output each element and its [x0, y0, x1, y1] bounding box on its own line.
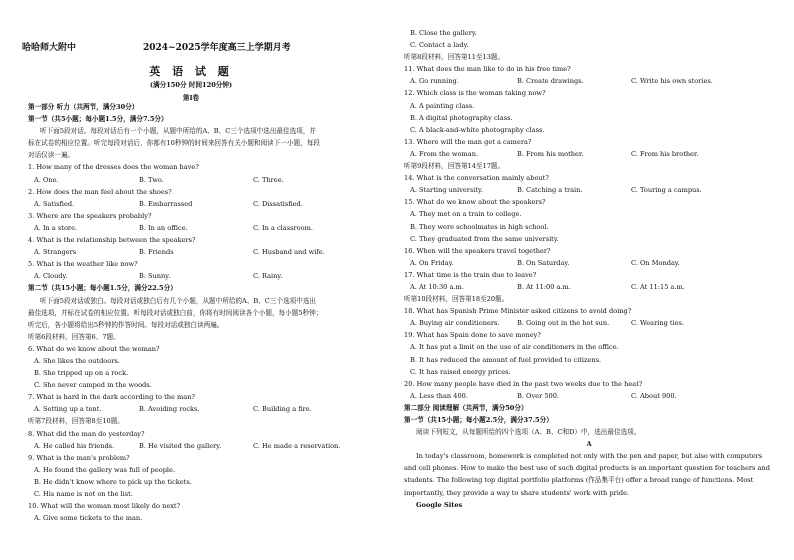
- option-c: C. They graduated from the same university.: [410, 234, 559, 243]
- option-b: B. Catching a train.: [517, 186, 583, 195]
- option-a: A. Buying air conditioners.: [410, 319, 500, 328]
- option-a: A. They met on a train to college.: [410, 210, 522, 219]
- option-c: C. On Monday.: [631, 258, 680, 267]
- question-2: 2. How does the man feel about the shoes?: [28, 187, 172, 196]
- options-row: [404, 390, 774, 402]
- question-10: 10. What will the woman most likely do next?: [28, 502, 181, 511]
- options-row: [404, 317, 774, 329]
- material-10-label: 听第10段材料，回答第18至20题。: [404, 295, 509, 304]
- section1-title: 第一节（共5小题；每小题1.5分，满分7.5分）: [28, 115, 168, 124]
- option-c: C. She never camped in the woods.: [34, 381, 152, 390]
- option-c: C. It has raised energy prices.: [410, 367, 511, 376]
- options-row: [28, 440, 386, 452]
- option-a: A. Give some tickets to the man.: [34, 514, 143, 523]
- section2-title: 第二节（共15小题；每小题1.5分，满分22.5分）: [28, 284, 177, 293]
- option-c: C. Three.: [253, 175, 284, 184]
- option-b: B. Friends: [139, 248, 174, 257]
- options-row: [28, 222, 386, 234]
- option-a: A. Less than 400.: [410, 391, 468, 400]
- option-c: C. From his brother.: [631, 149, 699, 158]
- section1-instruction: 对话仅读一遍。: [28, 151, 75, 160]
- option-a: A. She likes the outdoors.: [34, 356, 120, 365]
- question-19: 19. What has Spain done to save money?: [404, 331, 541, 340]
- score-info: (满分150分 时间120分钟): [149, 81, 233, 89]
- option-c: C. Contact a lady.: [410, 41, 469, 50]
- section2-instruction: 听下面5段对话或独白。每段对话或独白后有几个小题，从题中所给的A、B、C三个选项中选出: [40, 296, 317, 305]
- question-4: 4. What is the relationship between the speakers?: [28, 236, 196, 245]
- option-a: A. Starting university.: [410, 186, 483, 195]
- option-a: A. Cloudy.: [34, 272, 68, 281]
- school-name: 哈哈师大附中: [22, 43, 77, 53]
- options-row: [404, 257, 774, 269]
- passage-text: importantly, they provide a way to share students' work with pride.: [404, 488, 630, 497]
- option-c: C. Touring a campus.: [631, 186, 702, 195]
- option-c: C. Write his own stories.: [631, 77, 713, 86]
- option-c: C. His name is not on the list.: [34, 490, 133, 498]
- option-b: B. Over 500.: [517, 391, 559, 400]
- option-b: B. Sunny.: [139, 272, 171, 281]
- option-b: B. Going out in the hot sun.: [517, 319, 610, 328]
- option-c: C. About 900.: [631, 391, 677, 400]
- option-a: A. At 10:30 a.m.: [410, 282, 464, 291]
- option-b: B. Avoiding rocks.: [139, 405, 200, 414]
- section1-instruction: 听下面5段对话。每段对话后有一个小题，从题中所给的A、B、C三个选项中选出最佳选项，并: [40, 127, 317, 136]
- option-b: B. Create drawings.: [517, 77, 584, 86]
- option-c: C. In a classroom.: [253, 223, 313, 232]
- option-b: B. She tripped up on a rock.: [34, 369, 129, 378]
- question-3: 3. Where are the speakers probably?: [28, 211, 152, 220]
- right-column: [404, 27, 774, 511]
- question-1: 1. How many of the dresses does the woman have?: [28, 163, 199, 172]
- question-16: 16. When will the speakers travel together?: [404, 246, 551, 255]
- option-c: C. A black-and-white photography class.: [410, 125, 545, 134]
- option-b: B. On Saturday.: [517, 258, 570, 267]
- left-column: [28, 101, 386, 524]
- passage-label: A: [586, 440, 592, 449]
- question-15: 15. What do we know about the speakers?: [404, 198, 546, 207]
- part2-section1-title: 第一节（共15小题；每小题2.5分，满分37.5分）: [404, 416, 553, 424]
- option-b: B. A digital photography class.: [410, 113, 513, 122]
- material-8-label: 听第8段材料，回答第11至13题。: [404, 53, 505, 62]
- option-c: C. Dissatisfied.: [253, 199, 303, 208]
- options-row: [28, 198, 386, 210]
- question-12: 12. Which class is the woman taking now?: [404, 89, 546, 98]
- question-8: 8. What did the man do yesterday?: [28, 429, 145, 438]
- option-b: B. Close the gallery.: [410, 29, 477, 37]
- material-7-label: 听第7段材料，回答第8至10题。: [28, 417, 124, 426]
- question-5: 5. What is the weather like now?: [28, 260, 138, 269]
- question-7: 7. What is hard in the dark according to the man?: [28, 393, 195, 402]
- options-row: [404, 75, 774, 87]
- question-17: 17. What time is the train due to leave?: [404, 270, 537, 279]
- question-6: 6. What do we know about the woman?: [28, 344, 160, 353]
- question-13: 13. Where will the man get a camera?: [404, 137, 532, 146]
- google-sites-heading: Google Sites: [416, 500, 463, 509]
- options-row: [404, 281, 774, 293]
- option-a: A. From the woman.: [410, 149, 479, 158]
- option-c: C. Rainy.: [253, 272, 283, 281]
- option-b: B. Embarrassed: [139, 199, 193, 208]
- section2-instruction: 听完后，各小题将给出5秒钟的作答时间。每段对话或独白读两遍。: [28, 320, 224, 329]
- options-row: [28, 246, 386, 258]
- options-row: [404, 184, 774, 196]
- option-c: C. He made a reservation.: [253, 441, 341, 450]
- option-c: C. Wearing ties.: [631, 319, 685, 328]
- option-a: A. In a store.: [34, 223, 78, 232]
- option-b: B. From his mother.: [517, 149, 584, 158]
- passage-text: students. The following top digital portfolio platforms (作品集平台) offer a broad range of functions. Most: [404, 476, 754, 485]
- options-row: [28, 403, 386, 415]
- material-6-label: 听第6段材料，回答第6、7题。: [28, 332, 120, 341]
- option-a: A. A painting class.: [410, 101, 475, 110]
- option-a: A. One.: [34, 175, 59, 184]
- option-b: B. Two.: [139, 175, 164, 184]
- options-row: [404, 148, 774, 160]
- options-row: [28, 174, 386, 186]
- option-c: C. At 11:15 a.m.: [631, 282, 685, 291]
- part1-title: 第一部分 听力（共两节，满分30分）: [28, 103, 139, 111]
- volume-label: 第Ⅰ卷: [182, 94, 200, 102]
- question-11: 11. What does the man like to do in his free time?: [404, 65, 571, 74]
- question-20: 20. How many people have died in the past two weeks due to the heat?: [404, 379, 643, 388]
- option-b: B. In an office.: [139, 223, 188, 232]
- option-b: B. He visited the gallery.: [139, 441, 222, 450]
- option-b: B. He didn't know where to pick up the tickets.: [34, 477, 192, 486]
- option-b: B. At 11:00 a.m.: [517, 282, 571, 291]
- options-row: [28, 270, 386, 282]
- question-14: 14. What is the conversation mainly about?: [404, 174, 549, 183]
- option-b: B. It has reduced the amount of fuel provided to citizens.: [410, 355, 602, 364]
- option-a: A. Go running.: [410, 77, 459, 86]
- option-b: B. They were schoolmates in high school.: [410, 222, 549, 231]
- material-9-label: 听第9段材料，回答第14至17题。: [404, 162, 505, 171]
- exam-term: 2024~2025学年度高三上学期月考: [143, 43, 291, 53]
- question-9: 9. What is the man's problem?: [28, 453, 130, 462]
- option-a: A. Strangers: [34, 248, 77, 257]
- option-a: A. Setting up a tent.: [34, 405, 102, 414]
- question-18: 18. What has Spanish Prime Minister asked citizens to avoid doing?: [404, 307, 632, 316]
- option-c: C. Building a fire.: [253, 405, 312, 414]
- option-a: A. On Friday.: [410, 258, 454, 267]
- part2-title: 第二部分 阅读理解（共两节，满分50分）: [404, 403, 528, 412]
- part2-section1-instruction: 阅读下列短文，从每题所给的四个选项（A、B、C和D）中，选出最佳选项。: [416, 428, 641, 437]
- section2-instruction: 最佳选项，并标在试卷的相应位置。听每段对话或独白前，你将有时间阅读各个小题，每小题5秒钟；: [28, 308, 323, 317]
- passage-text: In today's classroom, homework is completed not only with the pen and paper, but also with computers: [416, 452, 763, 461]
- option-a: A. It has put a limit on the use of air conditioners in the office.: [410, 343, 619, 352]
- option-a: A. Satisfied.: [34, 199, 75, 208]
- option-a: A. He called his friends.: [34, 441, 115, 450]
- option-a: A. He found the gallery was full of people.: [34, 465, 176, 474]
- option-c: C. Husband and wife.: [253, 248, 325, 257]
- exam-title: 英 语 试 题: [149, 65, 233, 78]
- section1-instruction: 标在试卷的相应位置。听完每段对话后，你都有10秒钟的时间来回答有关小题和阅读下一小题，每段: [28, 139, 320, 148]
- passage-text: and cell phones. How to make the best use of such digital products is an important question for teachers and: [404, 464, 770, 473]
